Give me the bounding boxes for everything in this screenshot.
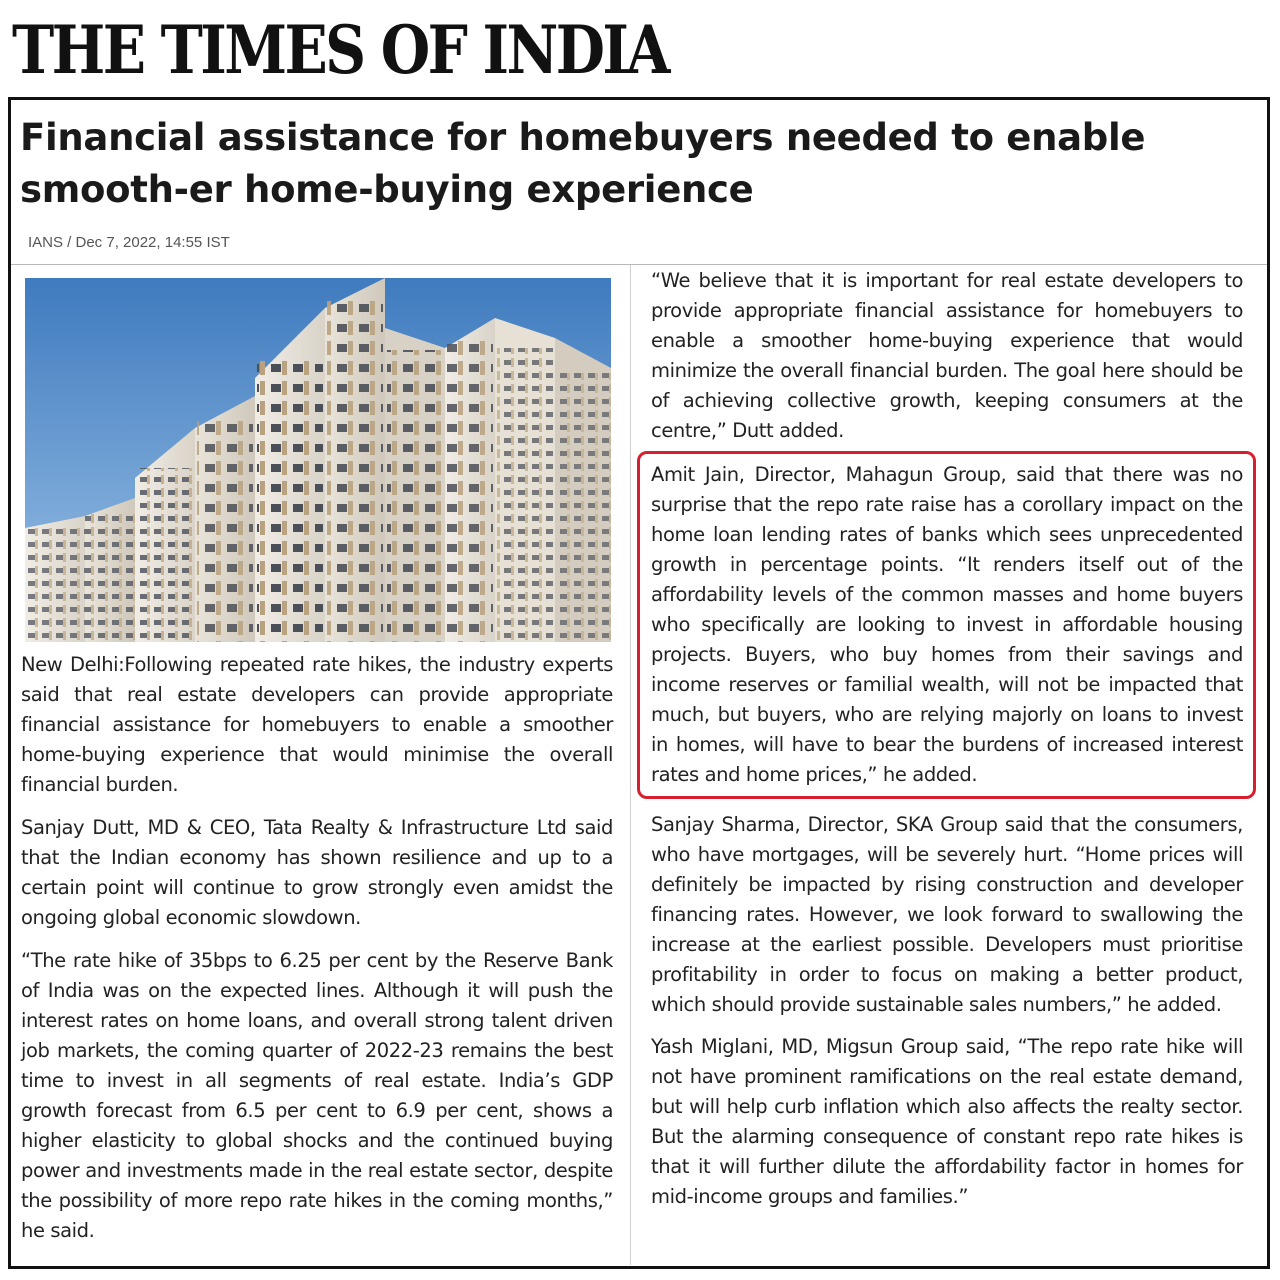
masthead-logo: THE TIMES OF INDIA (12, 11, 668, 89)
column-divider (630, 265, 631, 1265)
building-photo (25, 278, 611, 642)
paragraph: Sanjay Sharma, Director, SKA Group said that the consumers, who have mortgages, will be severely hurt. “Home prices will definitely be impacted by rising construction and developer financing rates. However, we look forward to swallowing the increase at the earliest possible. Developers must prioritise profitability in order to focus on making a better product, which should provide sustainable sales numbers,” he added. (651, 813, 1243, 1016)
header-divider (11, 264, 1267, 265)
left-column (21, 650, 613, 1259)
article-byline: IANS / Dec 7, 2022, 14:55 IST (28, 234, 230, 251)
paragraph: Sanjay Dutt, MD & CEO, Tata Realty & Infrastructure Ltd said that the Indian economy has shown resilience and up to a certain point will continue to grow strongly even amidst the ongoing global economic slowdown. (21, 816, 613, 929)
paragraph: Yash Miglani, MD, Migsun Group said, “The repo rate hike will not have prominent ramifications on the real estate demand, but will help curb inflation which also affects the realty sector. But the alarming consequence of constant repo rate hikes is that it will further dilute the affordability factor in homes for mid-income groups and families.” (651, 1035, 1243, 1208)
paragraph: New Delhi:Following repeated rate hikes, the industry experts said that real estate developers can provide appropriate financial assistance for homebuyers to enable a smoother home-buying experience that would minimise the overall financial burden. (21, 653, 613, 796)
paragraph: “We believe that it is important for real estate developers to provide appropriate financial assistance for homebuyers to enable a smoother home-buying experience that would minimize the overall financial burden. The goal here should be of achieving collective growth, keeping consumers at the centre,” Dutt added. (651, 269, 1243, 442)
paragraph: “The rate hike of 35bps to 6.25 per cent by the Reserve Bank of India was on the expected lines. Although it will push the interest rates on home loans, and overall strong talent driven job markets, the coming quarter of 2022-23 remains the best time to invest in all segments of real estate. India’s GDP growth forecast from 6.5 per cent to 6.9 per cent, shows a higher elasticity to global shocks and the continued buying power and investments made in the real estate sector, despite the possibility of more repo rate hikes in the coming months,” he said. (21, 949, 613, 1242)
article-headline: Financial assistance for homebuyers needed to enable smooth-er home-buying experience (20, 116, 1146, 211)
highlight-box (637, 451, 1256, 799)
highlighted-paragraph: Amit Jain, Director, Mahagun Group, said that there was no surprise that the repo rate raise has a corollary impact on the home loan lending rates of banks which sees unprecedented growth in percentage points. “It renders itself out of the affordability levels of the common masses and home buyers who specifically are looking to invest in affordable housing projects. Buyers, who buy homes from their savings and income reserves or familial wealth, will not be impacted that much, but buyers, who are relying majorly on loans to invest in homes, will have to bear the burdens of increased interest rates and home prices,” he added. (651, 463, 1243, 786)
